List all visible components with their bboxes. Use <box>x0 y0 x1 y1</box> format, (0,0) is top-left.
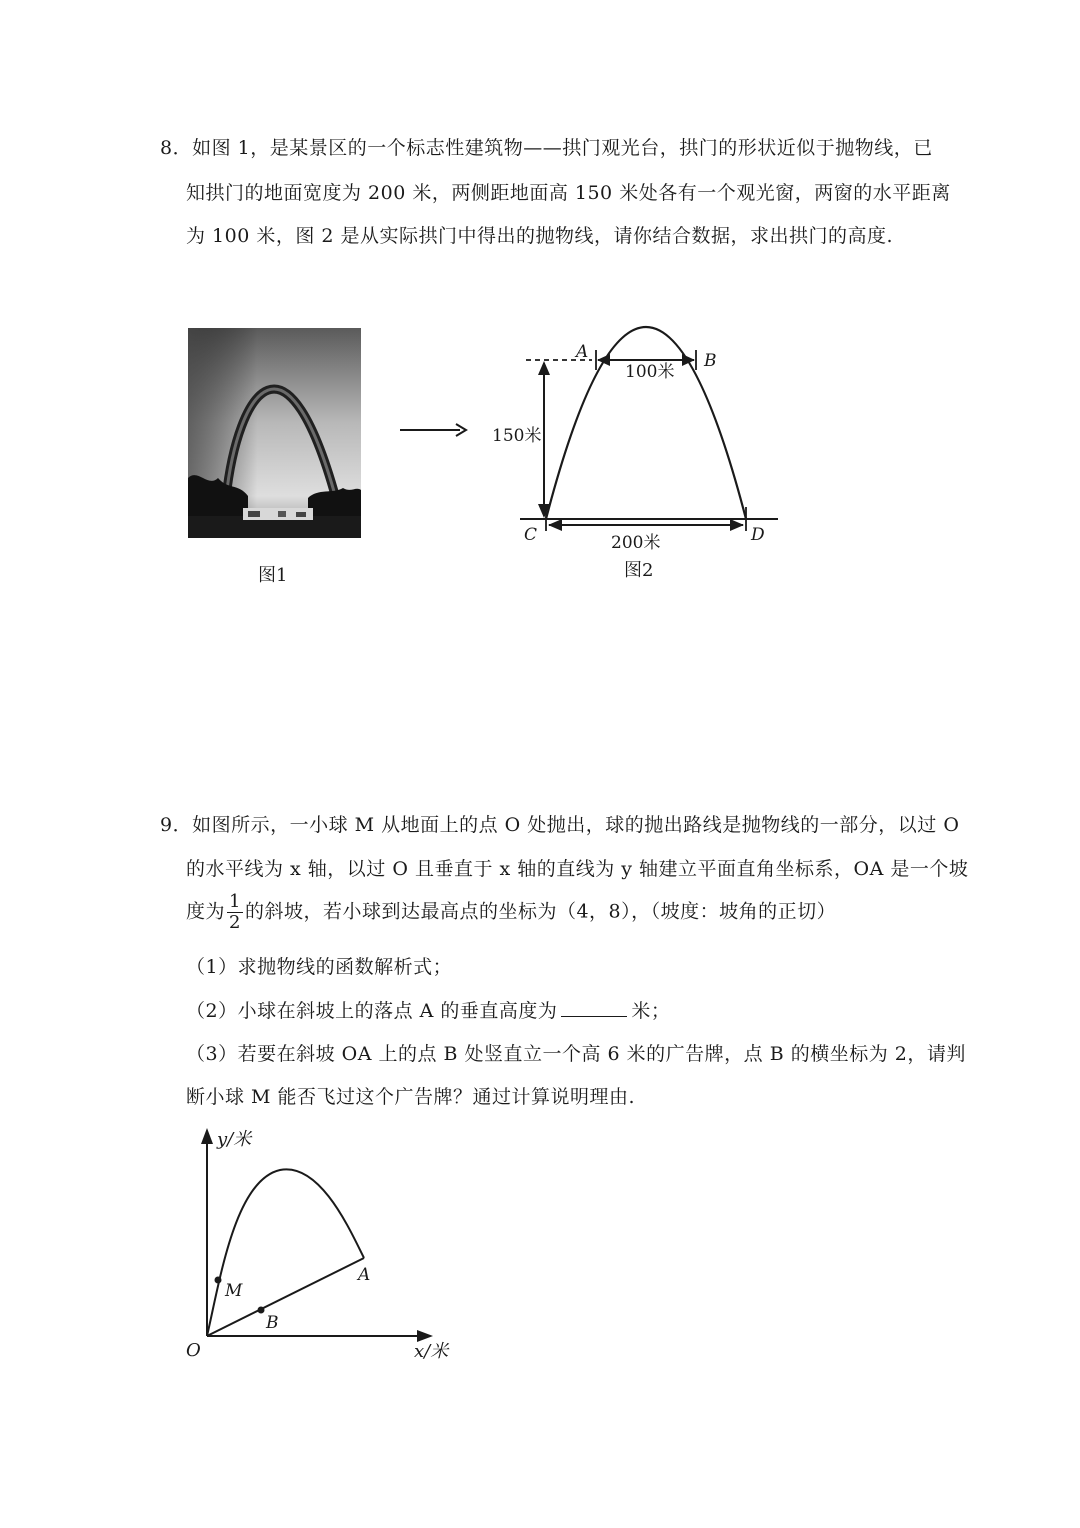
q8-text-line-3: 为 100 米，图 2 是从实际拱门中得出的抛物线，请你结合数据，求出拱门的高度. <box>186 225 894 247</box>
q9-text-line-3 <box>186 893 836 932</box>
top-width-label: 100米 <box>625 362 675 382</box>
point-C-label: C <box>524 525 538 545</box>
figure-1-caption: 图1 <box>258 565 288 586</box>
projectile-path <box>207 1169 364 1336</box>
q9-part-1: （1）求抛物线的函数解析式； <box>186 956 453 978</box>
figure-2-caption: 图2 <box>624 560 654 581</box>
q9-part-2-unit: 米； <box>631 1000 671 1022</box>
q9-part-3-line-2: 断小球 M 能否飞过这个广告牌？通过计算说明理由. <box>186 1086 636 1108</box>
parabola-arch-diagram <box>480 285 790 555</box>
q9-line3-prefix: 度为 <box>186 900 226 923</box>
projectile-coordinate-diagram <box>180 1120 470 1370</box>
q9-text-line-2: 的水平线为 x 轴，以过 O 且垂直于 x 轴的直线为 y 轴建立平面直角坐标系，OA 是一个坡 <box>186 858 969 880</box>
slope-fraction <box>227 893 243 932</box>
q8-text-line-2: 知拱门的地面宽度为 200 米，两侧距地面高 150 米处各有一个观光窗，两窗的水平距离 <box>186 182 951 204</box>
fraction-numerator: 1 <box>229 891 241 912</box>
q8-text-line-1: 8．如图 1，是某景区的一个标志性建筑物——拱门观光台，拱门的形状近似于抛物线，已 <box>160 137 933 159</box>
point-M-label: M <box>225 1281 243 1301</box>
point-B-label: B <box>266 1313 279 1333</box>
height-label: 150米 <box>492 426 542 446</box>
q9-text-line-1: 9．如图所示，一小球 M 从地面上的点 O 处抛出，球的抛出路线是抛物线的一部分，以过 O <box>160 814 960 836</box>
point-M <box>215 1277 222 1284</box>
y-axis-arrow-icon <box>201 1128 213 1144</box>
answer-blank[interactable] <box>561 1000 627 1017</box>
origin-label: O <box>186 1340 201 1361</box>
point-A-label: A <box>358 1265 371 1285</box>
x-axis-label: x/米 <box>414 1341 449 1362</box>
q9-line3-suffix: 的斜坡，若小球到达最高点的坐标为（4，8），（坡度：坡角的正切） <box>244 900 837 923</box>
bottom-width-label: 200米 <box>611 533 661 553</box>
q9-part-2 <box>186 996 670 1023</box>
y-axis-label: y/米 <box>217 1129 252 1150</box>
arch-photo <box>188 328 361 538</box>
point-B-label: B <box>704 351 717 371</box>
right-arrow-icon <box>398 420 470 440</box>
q9-part-3-line-1: （3）若要在斜坡 OA 上的点 B 处竖直立一个高 6 米的广告牌，点 B 的横坐标为 2，请判 <box>186 1043 966 1065</box>
q9-part-2-text: （2）小球在斜坡上的落点 A 的垂直高度为 <box>186 1000 558 1022</box>
point-A-label: A <box>576 342 589 362</box>
point-D-label: D <box>751 525 765 545</box>
fraction-denominator: 2 <box>229 912 241 933</box>
point-B <box>258 1307 265 1314</box>
